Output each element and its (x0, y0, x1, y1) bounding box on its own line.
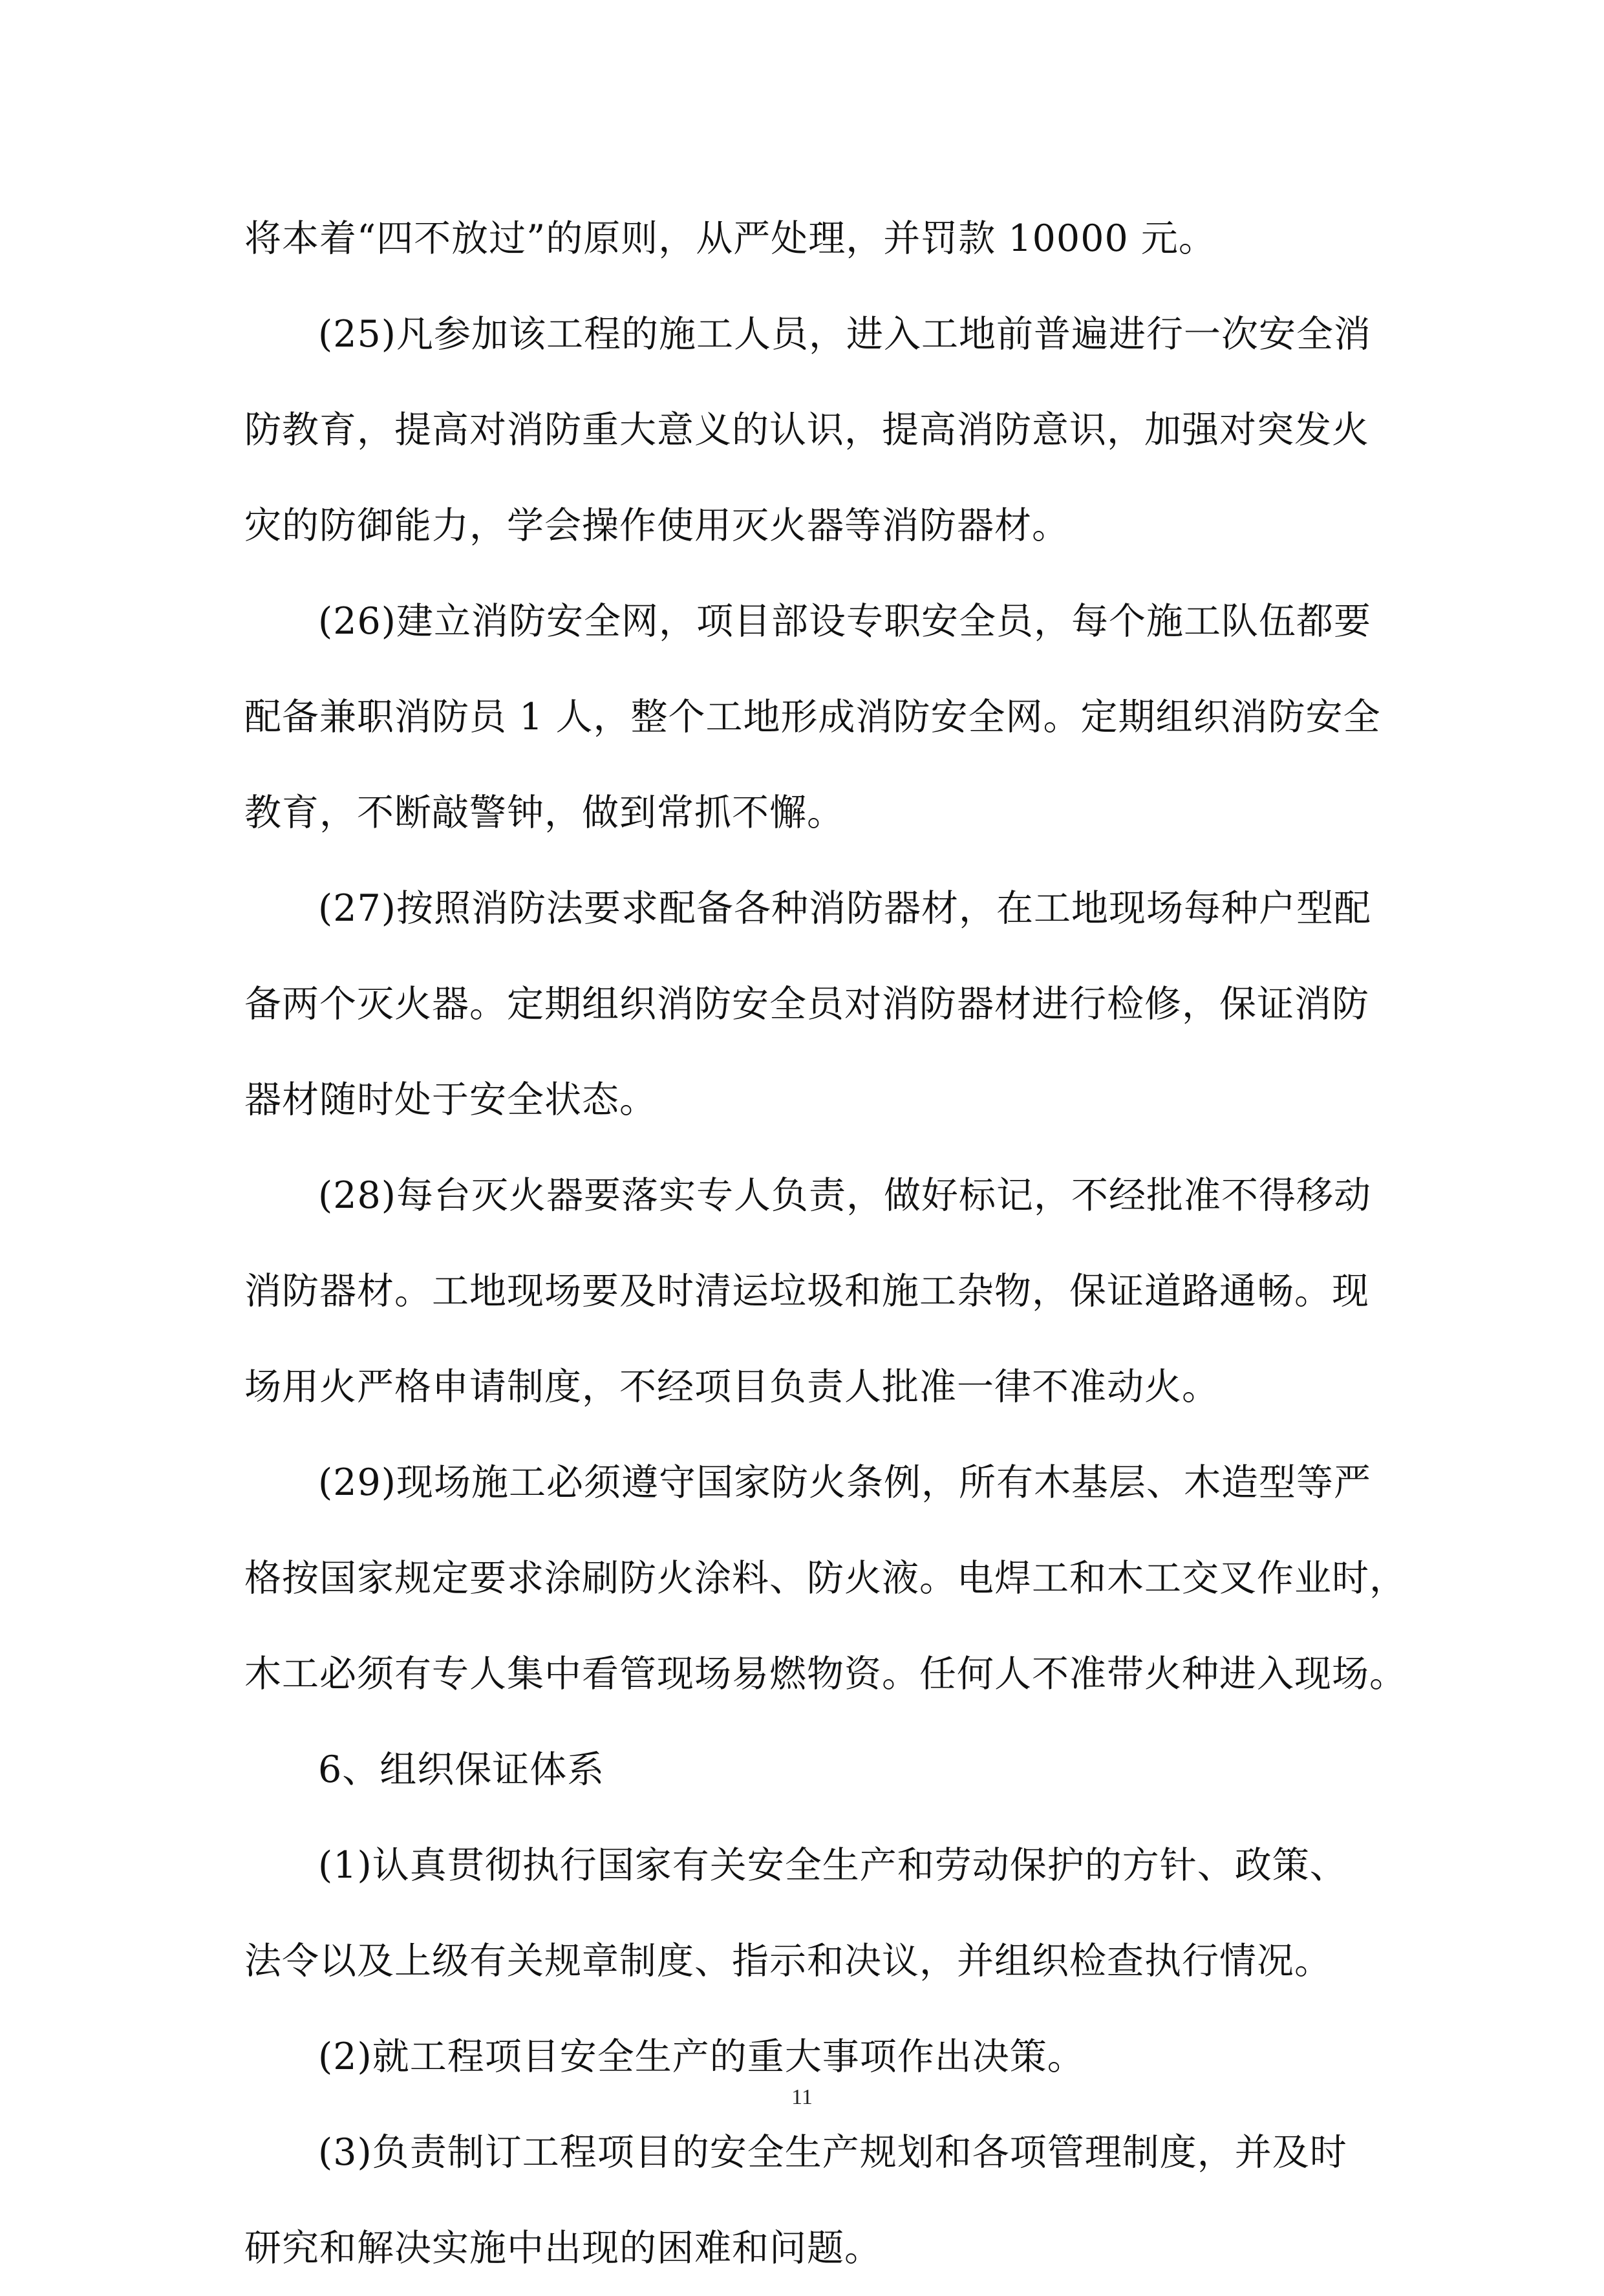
text-line: 将本着“四不放过”的原则，从严处理，并罚款 10000 元。 (244, 217, 1216, 260)
body-text (244, 191, 1407, 2296)
text-line: (27)按照消防法要求配备各种消防器材，在工地现场每种户型配 (318, 887, 1372, 930)
text-line: 木工必须有专人集中看管现场易燃物资。任何人不准带火种进入现场。 (244, 1653, 1407, 1695)
text-line: (28)每台灭火器要落实专人负责，做好标记，不经批准不得移动 (318, 1174, 1372, 1217)
section-heading: 6、组织保证体系 (318, 1748, 605, 1791)
text-line: 灾的防御能力，学会操作使用灭火器等消防器材。 (244, 504, 1069, 547)
text-line: 场用火严格申请制度，不经项目负责人批准一律不准动火。 (244, 1366, 1219, 1408)
text-line: (3)负责制订工程项目的安全生产规划和各项管理制度，并及时 (318, 2131, 1347, 2174)
text-line: (2)就工程项目安全生产的重大事项作出决策。 (318, 2035, 1085, 2078)
text-line: (26)建立消防安全网，项目部设专职安全员，每个施工队伍都要 (318, 600, 1372, 643)
page-number: 11 (791, 2085, 813, 2109)
text-line: 格按国家规定要求涂刷防火涂料、防火液。电焊工和木工交叉作业时， (244, 1557, 1407, 1600)
text-line: 备两个灭火器。定期组织消防安全员对消防器材进行检修，保证消防 (244, 983, 1369, 1025)
text-line: 消防器材。工地现场要及时清运垃圾和施工杂物，保证道路通畅。现 (244, 1270, 1369, 1313)
text-line: 教育，不断敲警钟，做到常抓不懈。 (244, 791, 844, 834)
text-line: 器材随时处于安全状态。 (244, 1078, 657, 1121)
text-line: (1)认真贯彻执行国家有关安全生产和劳动保护的方针、政策、 (318, 1844, 1347, 1887)
text-line: (29)现场施工必须遵守国家防火条例，所有木基层、木造型等严 (318, 1461, 1372, 1504)
text-line: 防教育，提高对消防重大意义的认识，提高消防意识，加强对突发火 (244, 409, 1369, 451)
text-line: 法令以及上级有关规章制度、指示和决议，并组织检查执行情况。 (244, 1940, 1332, 1982)
text-line: 配备兼职消防员 1 人，整个工地形成消防安全网。定期组织消防安全 (244, 696, 1381, 738)
text-line: (25)凡参加该工程的施工人员，进入工地前普遍进行一次安全消 (318, 313, 1372, 356)
text-line: 研究和解决实施中出现的困难和问题。 (244, 2227, 882, 2269)
